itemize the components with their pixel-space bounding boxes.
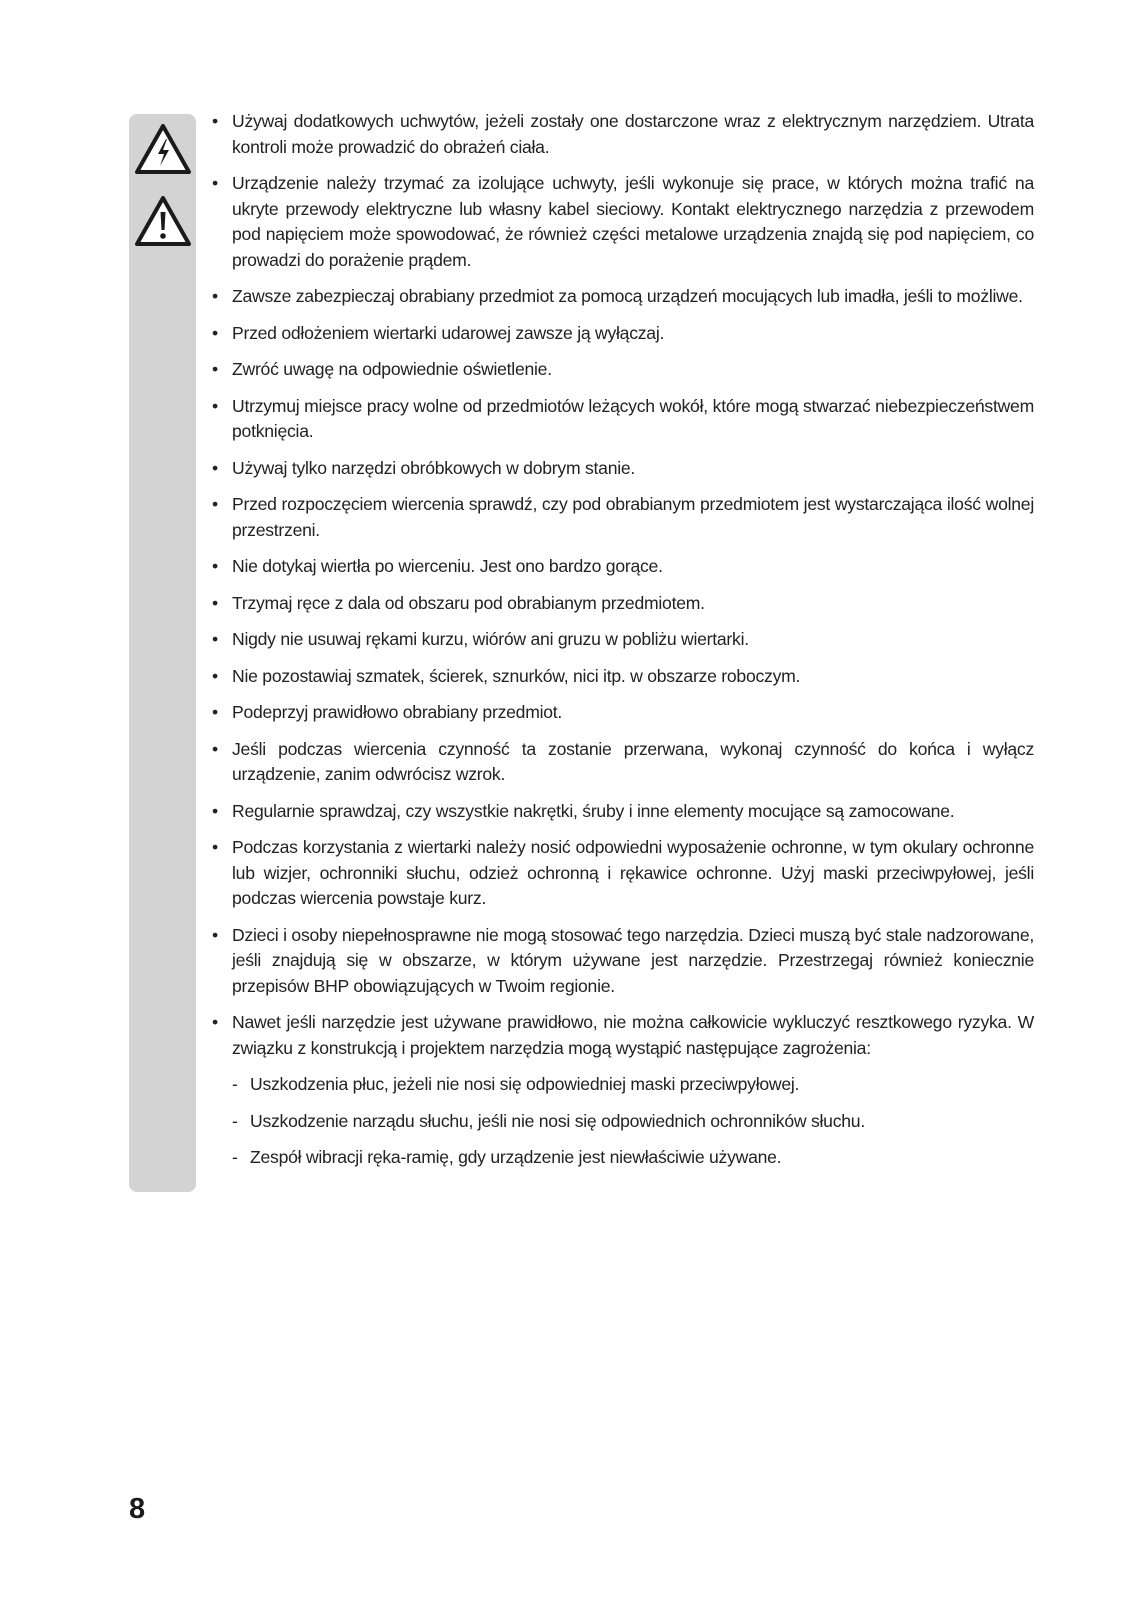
- bullet-marker: •: [212, 556, 218, 576]
- list-item: [212, 492, 1034, 543]
- list-item: [212, 923, 1034, 1000]
- list-item-text: Dzieci i osoby niepełnosprawne nie mogą stosować tego narzędzia. Dzieci muszą być stale nadzorowane, jeśli znajdują się w obszarze, w którym używane jest narzędzie. Przestrzegaj również koniecznie przepisów BHP obowiązujących w Twoim regionie.: [232, 924, 1034, 996]
- bullet-marker: •: [212, 800, 218, 821]
- dash-marker: -: [232, 1110, 238, 1131]
- list-item-text: Zwróć uwagę na odpowiednie oświetlenie.: [232, 359, 552, 379]
- sub-list-item: [212, 1072, 1034, 1098]
- list-item: [212, 357, 1034, 383]
- sub-list-item: [212, 1109, 1034, 1135]
- list-item-text: Używaj tylko narzędzi obróbkowych w dobrym stanie.: [232, 457, 636, 478]
- list-item-text: Nie pozostawiaj szmatek, ścierek, sznurków, nici itp. w obszarze roboczym.: [232, 665, 801, 686]
- list-item: [212, 799, 1034, 825]
- page-number: 8: [129, 1493, 146, 1525]
- list-item-text: Zawsze zabezpieczaj obrabiany przedmiot za pomocą urządzeń mocujących lub imadła, jeśli to możliwe.: [232, 286, 1023, 306]
- list-item-text: Jeśli podczas wiercenia czynność ta zostanie przerwana, wykonaj czynność do końca i wyłącz urządzenie, zanim odwrócisz wzrok.: [232, 738, 1034, 784]
- list-item: [212, 321, 1034, 347]
- sub-list-item-text: Uszkodzenie narządu słuchu, jeśli nie nosi się odpowiednich ochronników słuchu.: [250, 1110, 865, 1131]
- bullet-marker: •: [212, 173, 218, 193]
- safety-list: [212, 109, 1034, 1171]
- list-item-text: Używaj dodatkowych uchwytów, jeżeli zostały one dostarczone wraz z elektrycznym narzędziem. Utrata kontroli może prowadzić do obrażeń ciała.: [232, 111, 1034, 157]
- dash-marker: -: [232, 1147, 238, 1167]
- list-item: [212, 394, 1034, 445]
- bullet-marker: •: [212, 665, 218, 686]
- list-item: [212, 627, 1034, 653]
- bullet-marker: •: [212, 359, 218, 379]
- list-item: [212, 554, 1034, 580]
- list-item-text: Utrzymuj miejsce pracy wolne od przedmiotów leżących wokół, które mogą stwarzać niebezpieczeństwem potknięcia.: [232, 395, 1034, 441]
- bullet-marker: •: [212, 1012, 218, 1032]
- sub-list-item: [212, 1145, 1034, 1171]
- list-item: [212, 700, 1034, 726]
- list-item-text: Nigdy nie usuwaj rękami kurzu, wiórów ani gruzu w pobliżu wiertarki.: [232, 629, 749, 649]
- bullet-marker: •: [212, 111, 218, 131]
- list-item: [212, 456, 1034, 482]
- bullet-marker: •: [212, 629, 218, 649]
- sub-list-item-text: Zespół wibracji ręka-ramię, gdy urządzenie jest niewłaściwie używane.: [250, 1147, 782, 1167]
- bullet-marker: •: [212, 494, 218, 514]
- dash-marker: -: [232, 1074, 238, 1094]
- bullet-marker: •: [212, 322, 218, 343]
- safety-instructions: [212, 109, 1034, 1182]
- bullet-marker: •: [212, 592, 218, 613]
- general-warning-icon: [133, 193, 193, 251]
- warning-sidebar: [129, 114, 196, 1192]
- list-item-text: Podeprzyj prawidłowo obrabiany przedmiot.: [232, 702, 563, 722]
- bullet-marker: •: [212, 924, 218, 945]
- list-item-text: Urządzenie należy trzymać za izolujące uchwyty, jeśli wykonuje się prace, w których można trafić na ukryte przewody elektryczne lub własny kabel sieciowy. Kontakt elektrycznego narzędzia z przewodem pod napięciem może spowodować, że również części metalowe urządzenia znajdą się pod napięciem, co prowadzi do porażenie prądem.: [232, 173, 1034, 270]
- list-item-text: Trzymaj ręce z dala od obszaru pod obrabianym przedmiotem.: [232, 592, 705, 613]
- list-item: [212, 737, 1034, 788]
- sub-list-item-text: Uszkodzenia płuc, jeżeli nie nosi się odpowiedniej maski przeciwpyłowej.: [250, 1074, 800, 1094]
- list-item-text: Regularnie sprawdzaj, czy wszystkie nakrętki, śruby i inne elementy mocujące są zamocowane.: [232, 800, 955, 821]
- list-item: [212, 284, 1034, 310]
- list-item: [212, 664, 1034, 690]
- bullet-marker: •: [212, 457, 218, 478]
- list-item: [212, 171, 1034, 273]
- bullet-marker: •: [212, 738, 218, 759]
- list-item: [212, 591, 1034, 617]
- list-item-text: Nie dotykaj wiertła po wierceniu. Jest ono bardzo gorące.: [232, 556, 663, 576]
- high-voltage-warning-icon: [133, 121, 193, 179]
- bullet-marker: •: [212, 702, 218, 722]
- bullet-marker: •: [212, 395, 218, 416]
- list-item-text: Nawet jeśli narzędzie jest używane prawidłowo, nie można całkowicie wykluczyć resztkowego ryzyka. W związku z konstrukcją i projektem narzędzia mogą wystąpić następujące zagrożenia:: [232, 1012, 1034, 1058]
- list-item: [212, 1010, 1034, 1061]
- bullet-marker: •: [212, 837, 218, 857]
- list-item-text: Przed rozpoczęciem wiercenia sprawdź, czy pod obrabianym przedmiotem jest wystarczająca ilość wolnej przestrzeni.: [232, 494, 1034, 540]
- list-item-text: Podczas korzystania z wiertarki należy nosić odpowiedni wyposażenie ochronne, w tym okulary ochronne lub wizjer, ochronniki słuchu, odzież ochronną i rękawice ochronne. Użyj maski przeciwpyłowej, jeśli podczas wiercenia powstaje kurz.: [232, 837, 1034, 908]
- bullet-marker: •: [212, 286, 218, 306]
- list-item: [212, 109, 1034, 160]
- list-item-text: Przed odłożeniem wiertarki udarowej zawsze ją wyłączaj.: [232, 322, 665, 343]
- list-item: [212, 835, 1034, 912]
